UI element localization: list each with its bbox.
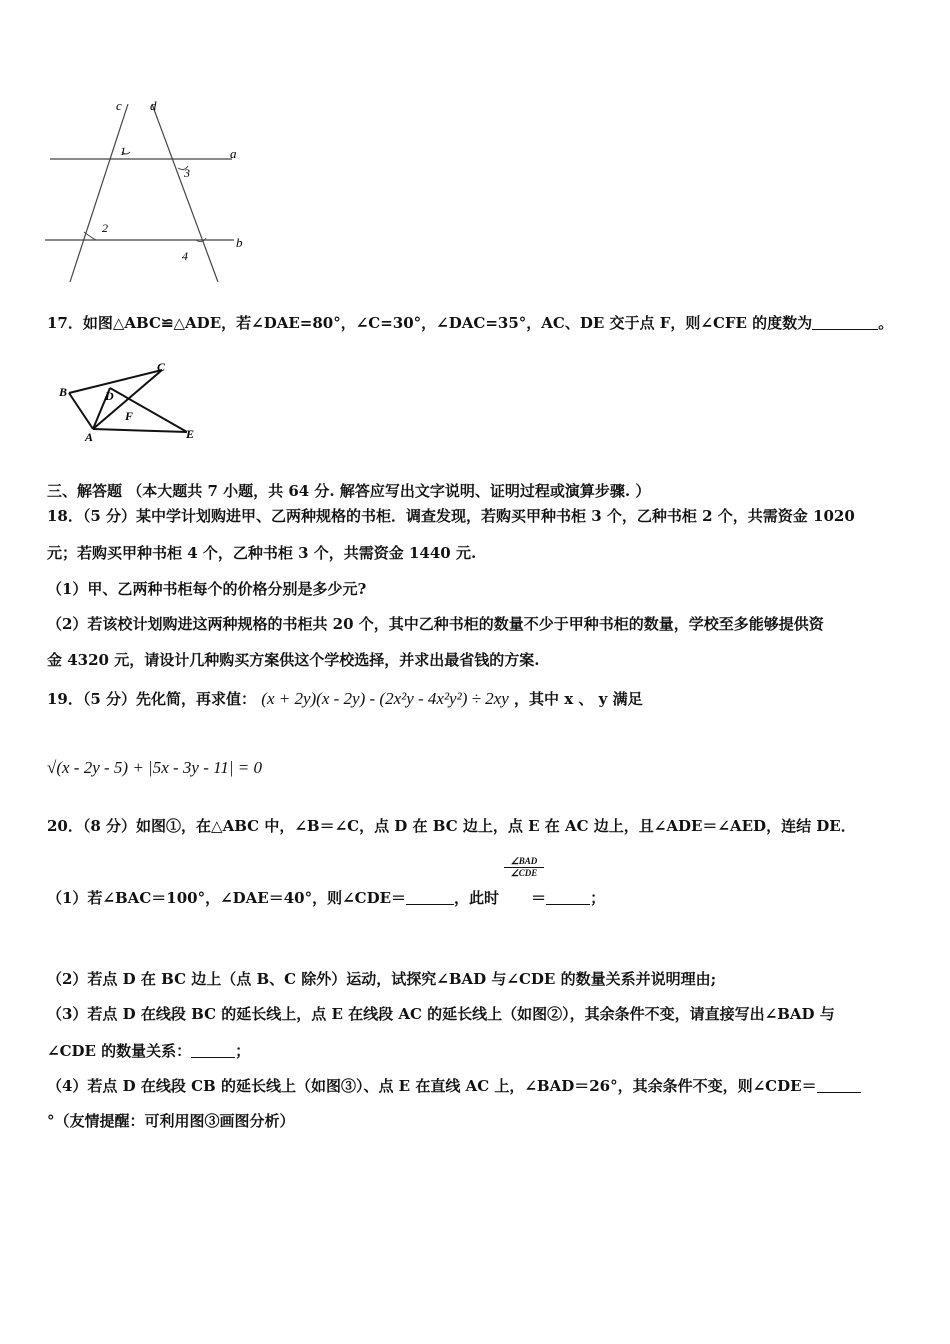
label-D: D (105, 389, 114, 403)
question-20-part-3-line-1: （3）若点 D 在线段 BC 的延长线上，点 E 在线段 AC 的延长线上（如图②），其余条件不变，请直接写出∠BAD 与 (47, 1005, 835, 1023)
q17-end: 。 (878, 314, 894, 332)
q20-p1-equals: ＝ (531, 889, 547, 907)
q20-p1-text: （1）若∠BAC＝100°，∠DAE＝40°，则∠CDE＝ (47, 889, 407, 907)
question-18-part-1: （1）甲、乙两种书柜每个的价格分别是多少元? (47, 580, 367, 598)
q19-expression: (x + 2y)(x - 2y) - (2x²y - 4x²y²) ÷ 2xy (261, 689, 509, 708)
q19-prefix: 19．（5 分）先化简，再求值： (47, 690, 257, 708)
q19-suffix: ，其中 x 、 y 满足 (514, 690, 643, 708)
question-18-part-2-line-1: （2）若该校计划购进这两种规格的书柜共 20 个，其中乙种书柜的数量不少于甲种书柜的数量，学校至多能够提供资 (47, 615, 824, 633)
q17-answer-blank[interactable] (812, 315, 878, 330)
label-2: 2 (102, 221, 108, 235)
congruent-triangles-figure (55, 355, 205, 445)
label-E: E (186, 427, 195, 441)
question-19 (47, 688, 643, 709)
q20-p3-end: ； (235, 1042, 251, 1060)
line-c (70, 104, 128, 282)
question-20-part-3-line-2 (47, 1040, 250, 1061)
question-18-line-2: 元；若购买甲种书柜 4 个，乙种书柜 3 个，共需资金 1440 元. (47, 544, 477, 562)
q17-text: 17．如图△ABC≌△ADE，若∠DAE=80°，∠C=30°，∠DAC=35°，AC、DE 交于点 F，则∠CFE 的度数为 (47, 314, 813, 332)
ratio-answer-blank[interactable] (546, 890, 590, 905)
q20-p1-end: ； (590, 889, 606, 907)
bad-cde-fraction (504, 856, 544, 879)
label-3: 3 (184, 166, 190, 180)
section-3-heading: 三、解答题 （本大题共 7 小题，共 64 分. 解答应写出文字说明、证明过程或演算步骤. ） (47, 482, 651, 500)
question-20-part-2: （2）若点 D 在 BC 边上（点 B、C 除外）运动，试探究∠BAD 与∠CDE 的数量关系并说明理由; (47, 970, 717, 988)
question-17 (47, 312, 893, 333)
question-20-part-4-line-1 (47, 1075, 861, 1096)
cde-degree-blank[interactable] (817, 1078, 861, 1093)
question-18-part-2-line-2: 金 4320 元，请设计几种购买方案供这个学校选择，并求出最省钱的方案. (47, 651, 540, 669)
question-18-line-1: 18．（5 分）某中学计划购进甲、乙两种规格的书柜．调查发现，若购买甲种书柜 3 个，乙种书柜 2 个，共需资金 1020 (47, 507, 855, 525)
label-A: A (85, 430, 94, 444)
q20-p3-text: ∠CDE 的数量关系： (47, 1042, 192, 1060)
fraction-numerator: ∠BAD (504, 856, 544, 868)
label-C: C (157, 360, 166, 374)
label-1: 1 (120, 144, 126, 158)
relation-answer-blank[interactable] (191, 1043, 235, 1058)
parallel-lines-figure (40, 92, 260, 287)
label-b: b (236, 235, 243, 250)
q20-p4-text: （4）若点 D 在线段 CB 的延长线上（如图③）、点 E 在直线 AC 上，∠BAD＝26°，其余条件不变，则∠CDE＝ (47, 1077, 817, 1095)
question-19-condition: √(x - 2y - 5) + |5x - 3y - 11| = 0 (47, 758, 263, 777)
fraction-denominator: ∠CDE (510, 868, 538, 878)
question-20-part-1 (47, 887, 605, 908)
question-20-stem: 20．（8 分）如图①，在△ABC 中，∠B＝∠C，点 D 在 BC 边上，点 E 在 AC 边上，且∠ADE＝∠AED，连结 DE． (47, 817, 856, 835)
label-a: a (230, 146, 237, 161)
label-c: c (116, 98, 122, 113)
label-4: 4 (182, 249, 188, 263)
label-B: B (59, 385, 68, 399)
question-20-part-4-line-2: °（友情提醒：可利用图③画图分析） (47, 1112, 295, 1130)
label-d: d (150, 98, 157, 113)
cde-answer-blank[interactable] (406, 890, 454, 905)
q20-p1-ci-shi: ，此时 (454, 889, 500, 907)
label-F: F (125, 409, 134, 423)
